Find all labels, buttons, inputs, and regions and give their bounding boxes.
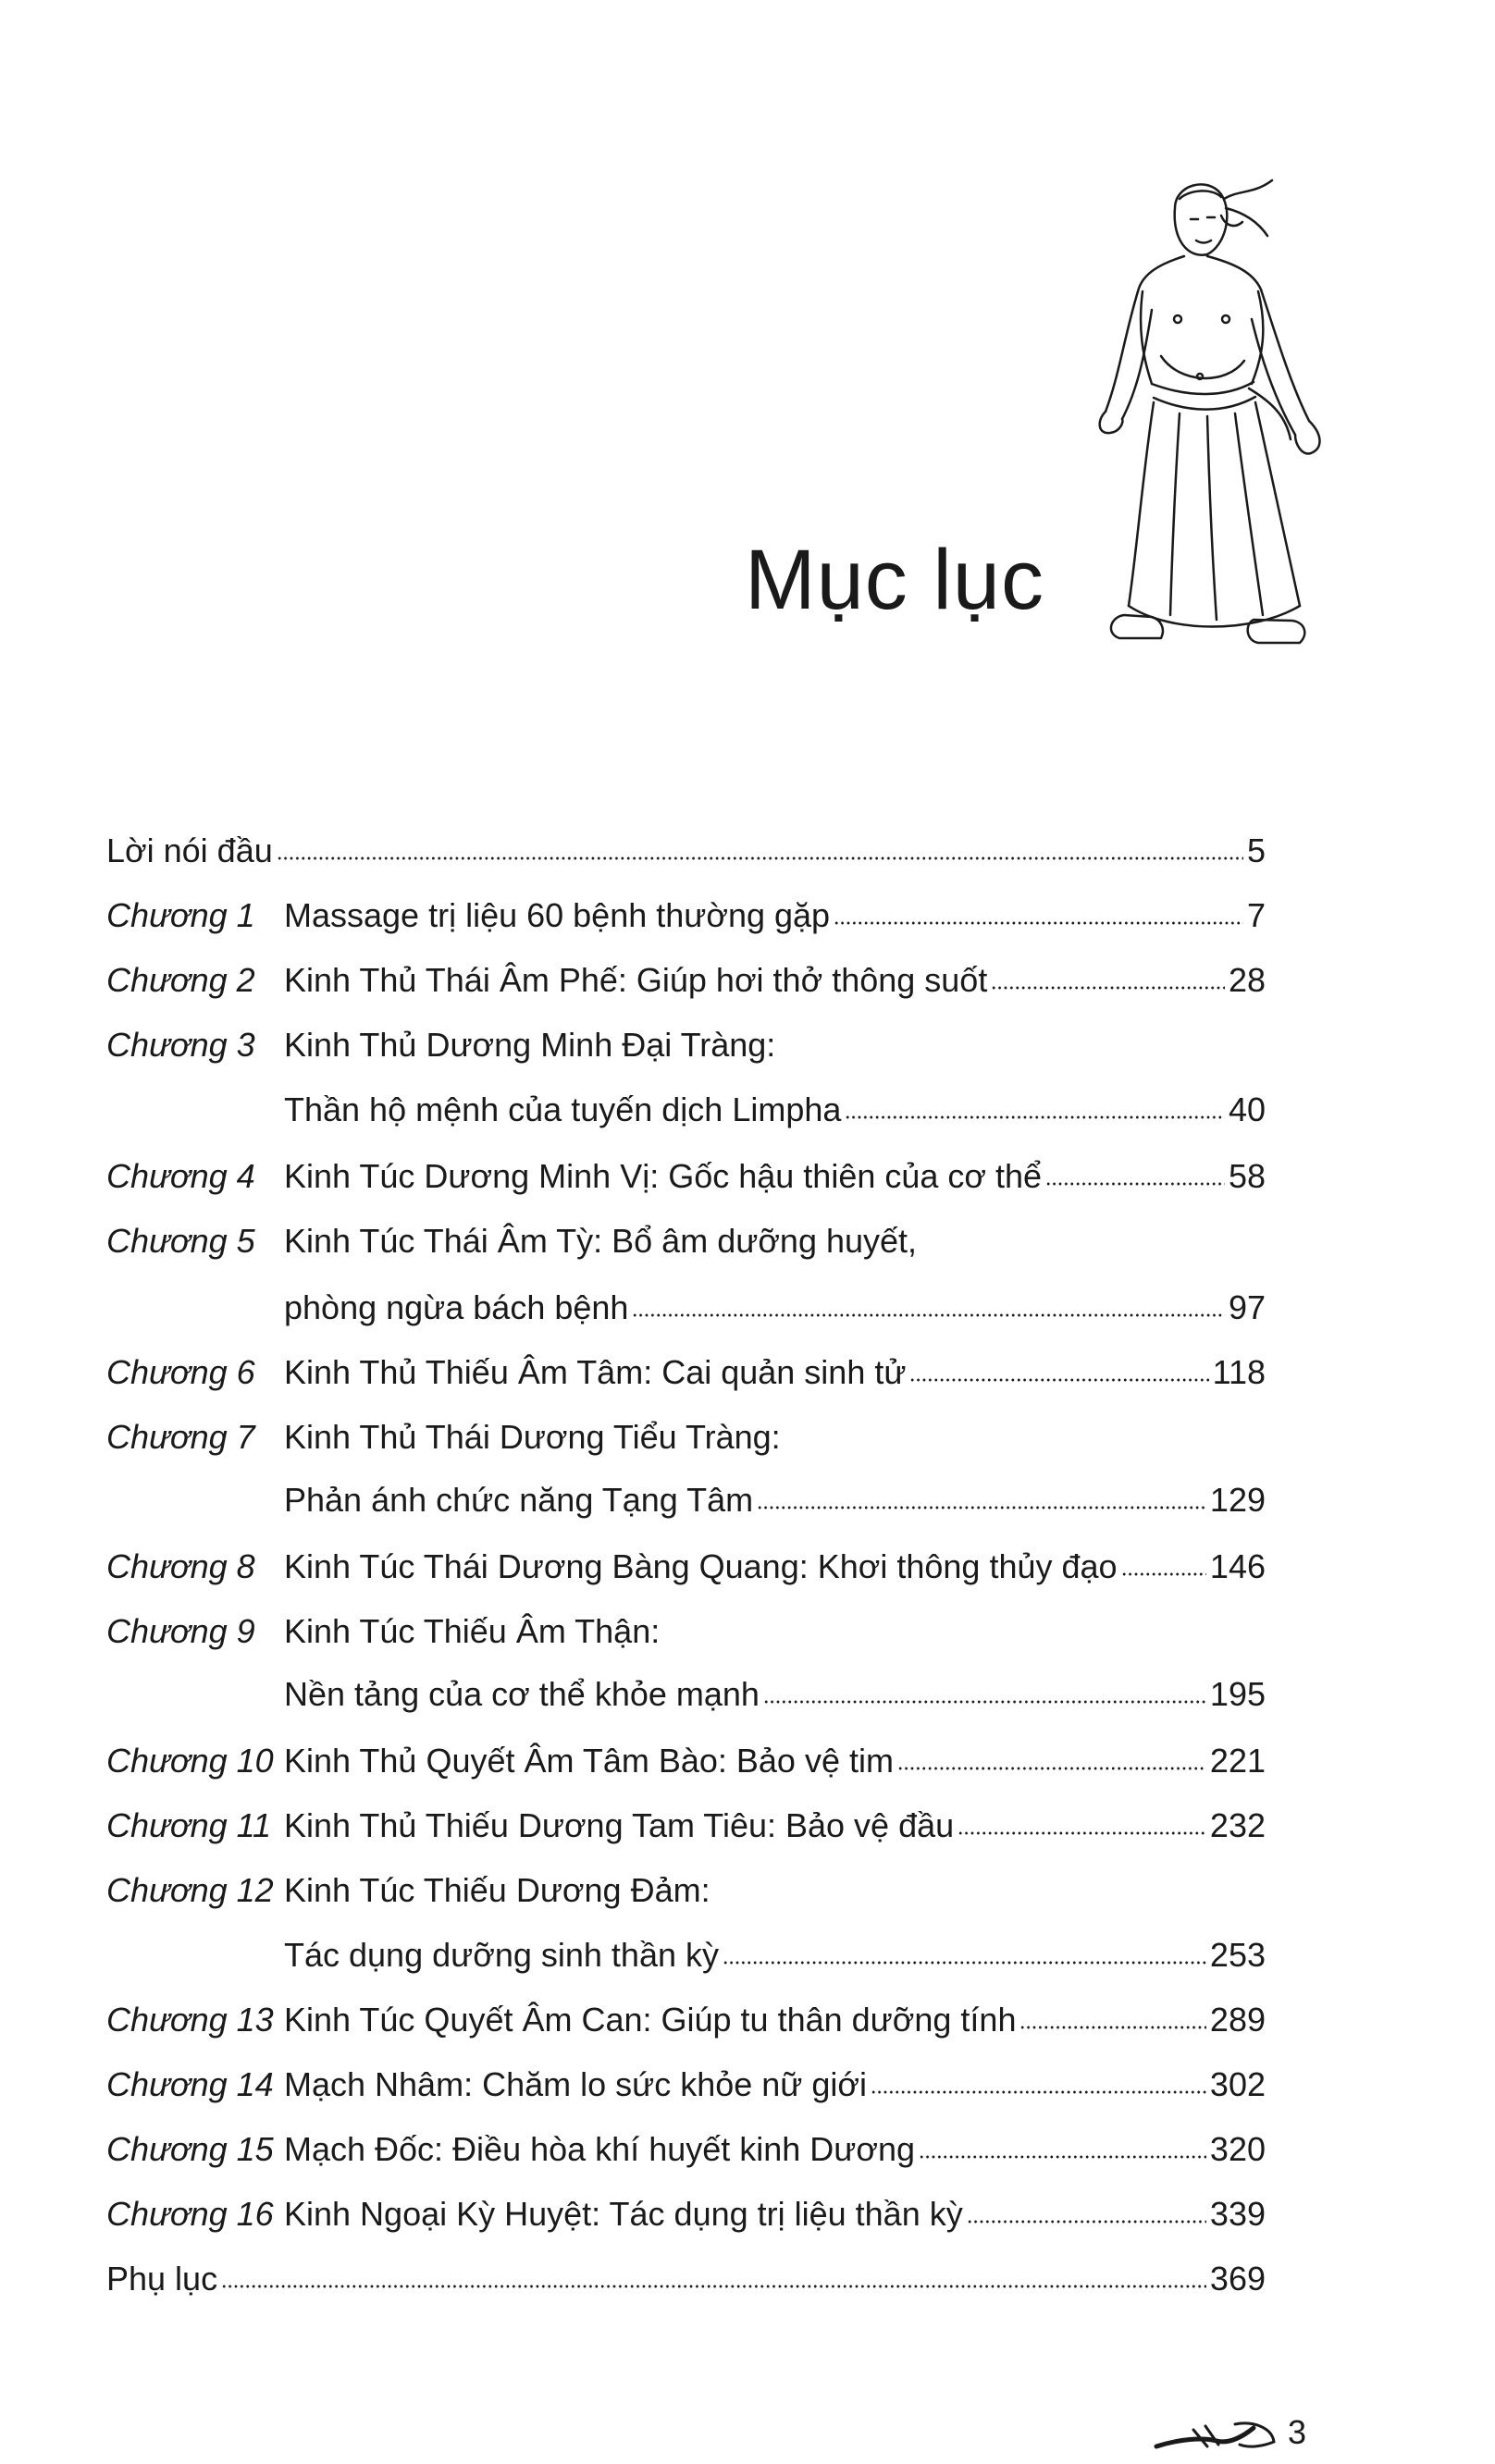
toc-entry-title: Kinh Túc Quyết Âm Can: Giúp tu thân dưỡng tính [284, 2001, 1017, 2039]
toc-entry[interactable] [284, 1480, 1266, 1521]
toc-entry-title: Massage trị liệu 60 bệnh thường gặp [284, 896, 831, 934]
toc-entry[interactable] [284, 1935, 1266, 1976]
toc-entry-title: Kinh Túc Thái Dương Bàng Quang: Khơi thông thủy đạo [284, 1547, 1118, 1585]
toc-entry-title: Mạch Đốc: Điều hòa khí huyết kinh Dương [284, 2130, 916, 2168]
toc-entry[interactable] [284, 2064, 1266, 2105]
toc-entry[interactable] [284, 1546, 1266, 1587]
dot-leader [763, 1697, 1206, 1706]
dot-leader [967, 2217, 1206, 2226]
toc-entry[interactable] [284, 1090, 1266, 1130]
toc-entry[interactable] [284, 1221, 1266, 1262]
dot-leader [991, 983, 1225, 992]
toc-entry[interactable] [284, 2194, 1266, 2235]
chapter-label: Chương 16 [106, 2195, 274, 2233]
chapter-label: Chương 12 [106, 1871, 274, 1909]
chapter-label: Chương 5 [106, 1222, 255, 1260]
toc-entry-title: phòng ngừa bách bệnh [284, 1288, 629, 1326]
toc-entry-title: Kinh Túc Dương Minh Vị: Gốc hậu thiên của cơ thể [284, 1157, 1043, 1195]
toc-entry-title: Lời nói đầu [106, 832, 273, 869]
toc-entry-title: Mạch Nhâm: Chăm lo sức khỏe nữ giới [284, 2065, 868, 2103]
toc-entry-title: Kinh Thủ Thiếu Âm Tâm: Cai quản sinh tử [284, 1353, 907, 1391]
toc-page-number: 221 [1209, 1742, 1266, 1780]
toc-page-number: 97 [1228, 1288, 1266, 1326]
chapter-label: Chương 13 [106, 2001, 274, 2039]
toc-entry-title: Thần hộ mệnh của tuyến dịch Limpha [284, 1090, 842, 1128]
dot-leader [1045, 1179, 1225, 1189]
dot-leader [958, 1829, 1206, 1838]
chapter-label: Chương 14 [106, 2065, 274, 2103]
toc-page-number: 28 [1228, 961, 1266, 999]
toc-page-number: 5 [1246, 832, 1266, 869]
toc-entry[interactable] [284, 1287, 1266, 1328]
chapter-label: Chương 4 [106, 1157, 255, 1195]
chapter-label: Chương 1 [106, 896, 255, 934]
toc-page-number: 58 [1228, 1157, 1266, 1195]
toc-entry-title: Kinh Thủ Dương Minh Đại Tràng: [284, 1026, 776, 1064]
dot-leader [277, 854, 1243, 863]
toc-entry[interactable] [284, 1352, 1266, 1393]
toc-entry[interactable] [284, 2129, 1266, 2170]
toc-entry[interactable] [284, 1025, 1266, 1066]
toc-entry-title: Kinh Thủ Thái Dương Tiểu Tràng: [284, 1418, 781, 1456]
toc-entry[interactable] [284, 1741, 1266, 1781]
toc-page-number: 320 [1209, 2130, 1266, 2168]
toc-entry[interactable] [284, 960, 1266, 1001]
chapter-label: Chương 3 [106, 1026, 255, 1064]
dot-leader [919, 2152, 1206, 2162]
chapter-label: Chương 7 [106, 1418, 255, 1456]
toc-page-number: 146 [1209, 1547, 1266, 1585]
toc-entry[interactable] [284, 1805, 1266, 1846]
toc-page-number: 302 [1209, 2065, 1266, 2103]
chapter-label: Chương 9 [106, 1612, 255, 1650]
brush-ornament-icon [1152, 2419, 1281, 2456]
toc-page-number: 253 [1209, 1936, 1266, 1974]
toc-page-number: 289 [1209, 2001, 1266, 2039]
dot-leader [1121, 1570, 1206, 1579]
chapter-label: Chương 15 [106, 2130, 274, 2168]
toc-entry-title: Nền tảng của cơ thể khỏe mạnh [284, 1675, 760, 1713]
dot-leader [909, 1375, 1208, 1385]
toc-page-number: 369 [1209, 2260, 1266, 2298]
dot-leader [834, 918, 1243, 928]
chapter-label: Chương 6 [106, 1353, 255, 1391]
dot-leader [723, 1958, 1206, 1967]
toc-page-number: 7 [1246, 896, 1266, 934]
dot-leader [221, 2282, 1206, 2291]
dot-leader [845, 1113, 1225, 1122]
toc-entry[interactable] [284, 1674, 1266, 1715]
toc-entry[interactable] [106, 2259, 1266, 2299]
toc-entry-title: Tác dụng dưỡng sinh thần kỳ [284, 1936, 719, 1974]
toc-entry-title: Phụ lục [106, 2260, 218, 2298]
toc-page-number: 129 [1209, 1481, 1266, 1519]
dot-leader [871, 2088, 1206, 2097]
toc-entry-title: Kinh Thủ Quyết Âm Tâm Bào: Bảo vệ tim [284, 1742, 894, 1780]
dot-leader [897, 1764, 1206, 1773]
toc-page-number: 40 [1228, 1090, 1266, 1128]
toc-entry[interactable] [106, 831, 1266, 871]
toc-entry-title: Kinh Túc Thiếu Âm Thận: [284, 1612, 661, 1650]
toc-entry-title: Phản ánh chức năng Tạng Tâm [284, 1481, 754, 1519]
toc-entry[interactable] [284, 1156, 1266, 1197]
dot-leader [1019, 2023, 1205, 2032]
toc-entry-title: Kinh Ngoại Kỳ Huyệt: Tác dụng trị liệu thần kỳ [284, 2195, 963, 2233]
toc-page-number: 339 [1209, 2195, 1266, 2233]
chapter-label: Chương 8 [106, 1547, 255, 1585]
toc-entry[interactable] [284, 1870, 1266, 1911]
toc-entry-title: Kinh Thủ Thái Âm Phế: Giúp hơi thở thông suốt [284, 961, 988, 999]
dot-leader [757, 1503, 1206, 1512]
toc-entry[interactable] [284, 1611, 1266, 1652]
page-number: 3 [1288, 2413, 1307, 2451]
toc-entry[interactable] [284, 1417, 1266, 1458]
toc-entry-title: Kinh Túc Thái Âm Tỳ: Bổ âm dưỡng huyết, [284, 1222, 918, 1260]
chapter-label: Chương 2 [106, 961, 255, 999]
toc-page-number: 195 [1209, 1675, 1266, 1713]
chapter-label: Chương 10 [106, 1742, 274, 1780]
toc-entry[interactable] [284, 2000, 1266, 2040]
toc-entry[interactable] [284, 895, 1266, 936]
chapter-label: Chương 11 [106, 1806, 272, 1844]
toc-entry-title: Kinh Túc Thiếu Dương Đảm: [284, 1871, 710, 1909]
toc-entry-title: Kinh Thủ Thiếu Dương Tam Tiêu: Bảo vệ đầu [284, 1806, 955, 1844]
toc-page-number: 118 [1212, 1353, 1266, 1391]
dot-leader [632, 1311, 1225, 1320]
page-title: Mục lục [745, 533, 1044, 627]
toc-page-number: 232 [1209, 1806, 1266, 1844]
